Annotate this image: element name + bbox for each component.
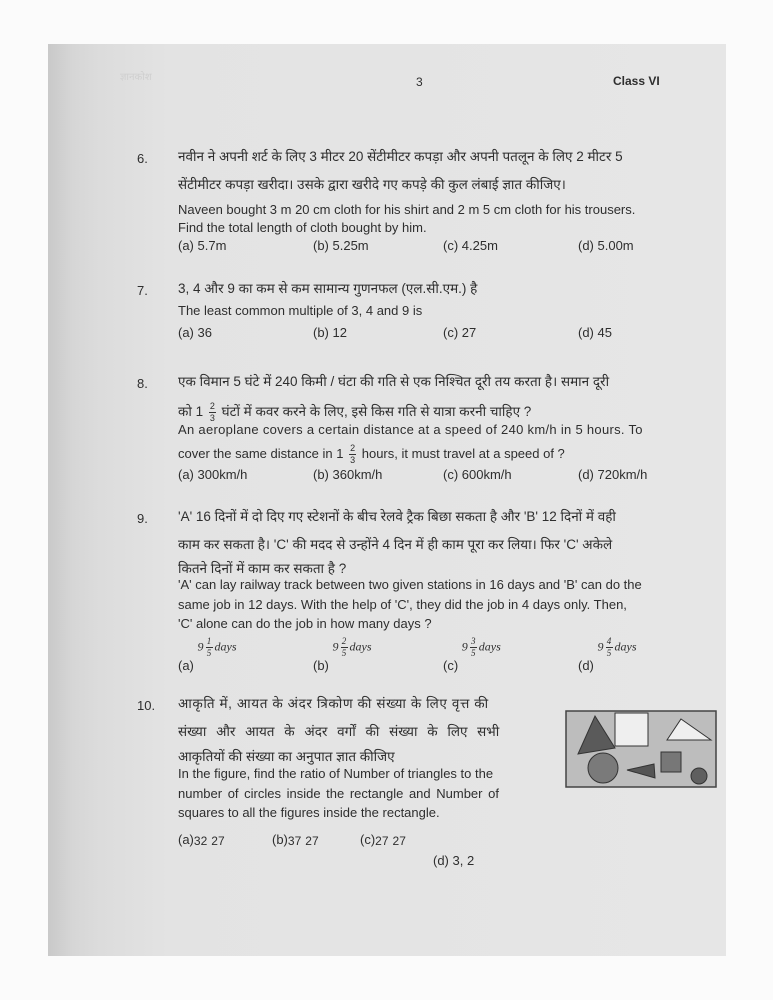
question-9-english-3: 'C' alone can do the job in how many days ? [178, 616, 432, 631]
option-d: (d) 45 [578, 325, 612, 340]
text: घंटों में कवर करने के लिए, इसे किस गति से यात्रा करनी चाहिए ? [221, 404, 532, 420]
question-8-hindi-1: एक विमान 5 घंटे में 240 किमी / घंटा की गति से एक निश्चित दूरी तय करता है। समान दूरी [178, 374, 610, 389]
option-b: (b) 5.25m [313, 238, 369, 253]
question-6-hindi-1: नवीन ने अपनी शर्ट के लिए 3 मीटर 20 सेंटीमीटर कपड़ा और अपनी पतलून के लिए 2 मीटर 5 [178, 149, 623, 164]
option-a: (a) 36 [178, 325, 212, 340]
numerator: 4 [606, 636, 612, 646]
option-b: (b) 12 [313, 325, 347, 340]
denominator: 5 [471, 648, 476, 658]
numerator: 1 [206, 636, 212, 646]
option-d: (d) 3, 2 [433, 853, 475, 868]
label: (c) [443, 658, 459, 674]
mixed-fraction [598, 637, 637, 658]
circle-shape [691, 768, 707, 784]
question-number: 7. [137, 283, 148, 298]
question-number: 10. [137, 698, 156, 713]
whole: 9 [332, 639, 339, 654]
unit: days [349, 639, 372, 654]
whole: 9 [597, 639, 604, 654]
label: (b) [272, 832, 288, 847]
question-10-hindi-3: आकृतियों की संख्या का अनुपात ज्ञात कीजिए [178, 749, 395, 764]
fraction [349, 444, 356, 465]
option-c: (c) 600km/h [443, 467, 512, 482]
mixed-fraction [462, 637, 501, 658]
numerator: 2 [341, 636, 347, 646]
question-10-hindi-2: संख्या और आयत के अंदर वर्गों की संख्या के लिए सभी [178, 724, 500, 739]
question-8-hindi-2 [178, 402, 531, 423]
denominator: 2 [200, 834, 208, 848]
denominator: 5 [206, 648, 212, 658]
faint-header-text: ज्ञानकोश [120, 72, 152, 83]
option-a: (a) 300km/h [178, 467, 248, 482]
option-b [313, 636, 372, 674]
square-shape [615, 713, 648, 746]
question-10-english-1: In the figure, find the ratio of Number of triangles to the [178, 766, 494, 781]
numerator: 3 [287, 834, 295, 848]
unit: days [614, 639, 637, 654]
question-10-english-2: number of circles inside the rectangle and Number of [178, 786, 499, 801]
option-a [178, 832, 229, 847]
numerator: 2 [375, 834, 382, 848]
denominator: 7 [399, 834, 406, 848]
unit: days [478, 639, 501, 654]
option-c [360, 832, 410, 847]
text: को 1 [178, 404, 204, 420]
denominator: 3 [209, 413, 215, 423]
option-a: (a) 5.7m [178, 238, 227, 253]
question-number: 8. [137, 376, 148, 391]
option-c [443, 636, 501, 674]
question-9-english-1: 'A' can lay railway track between two given stations in 16 days and 'B' can do the [178, 577, 642, 592]
option-a [178, 636, 237, 674]
numerator: 3 [193, 834, 201, 848]
question-6-english-2: Find the total length of cloth bought by him. [178, 220, 427, 235]
label: (b) [313, 658, 329, 674]
denominator: 7 [294, 834, 302, 848]
numerator: 2 [211, 834, 218, 848]
whole: 9 [197, 639, 204, 654]
denominator: 7 [311, 834, 319, 848]
option-c: (c) 27 [443, 325, 477, 340]
mixed-fraction [333, 637, 372, 658]
denominator: 3 [350, 455, 356, 465]
mixed-fraction [198, 637, 237, 658]
question-8-english-2 [178, 444, 565, 465]
numerator: 2 [350, 443, 356, 453]
denominator: 5 [341, 648, 347, 658]
numerator: 3 [471, 636, 476, 646]
option-d: (d) 720km/h [578, 467, 648, 482]
denominator: 5 [606, 648, 612, 658]
question-10-english-3: squares to all the figures inside the rectangle. [178, 805, 440, 820]
question-7-hindi: 3, 4 और 9 का कम से कम सामान्य गुणनफल (एल.सी.एम.) है [178, 281, 478, 296]
option-b [272, 832, 323, 847]
denominator: 7 [217, 834, 225, 848]
numerator: 2 [305, 834, 312, 848]
text: cover the same distance in 1 [178, 445, 344, 461]
question-10-hindi-1: आकृति में, आयत के अंदर त्रिकोण की संख्या के लिए वृत्त की [178, 696, 489, 711]
fraction [209, 402, 216, 423]
numerator: 2 [392, 834, 400, 848]
question-6-hindi-2: सेंटीमीटर कपड़ा खरीदा। उसके द्वारा खरीदे गए कपड़े की कुल लंबाई ज्ञात कीजिए। [178, 177, 566, 192]
unit: days [214, 639, 237, 654]
question-9-hindi-3: कितने दिनों में काम कर सकता है ? [178, 561, 347, 576]
question-9-english-2: same job in 12 days. With the help of 'C', they did the job in 4 days only. Then, [178, 597, 627, 612]
shapes-figure [565, 710, 717, 788]
label: (c) [360, 832, 376, 847]
option-d [578, 636, 637, 674]
circle-shape [588, 753, 618, 783]
numerator: 2 [209, 401, 215, 411]
question-9-hindi-1: 'A' 16 दिनों में दो दिए गए स्टेशनों के बीच रेलवे ट्रैक बिछा सकता है और 'B' 12 दिनों में वही [178, 509, 616, 524]
label: (a) [178, 832, 194, 847]
question-number: 9. [137, 511, 148, 526]
question-number: 6. [137, 151, 148, 166]
class-label: Class VI [613, 74, 660, 88]
question-6-english-1: Naveen bought 3 m 20 cm cloth for his shirt and 2 m 5 cm cloth for his trousers. [178, 202, 636, 217]
text: hours, it must travel at a speed of ? [361, 445, 565, 461]
square-shape [661, 752, 681, 772]
option-b: (b) 360km/h [313, 467, 383, 482]
option-d: (d) 5.00m [578, 238, 634, 253]
option-c: (c) 4.25m [443, 238, 498, 253]
question-9-hindi-2: काम कर सकता है। 'C' की मदद से उन्होंने 4 दिन में ही काम पूरा कर लिया। फिर 'C' अकेले [178, 537, 613, 552]
whole: 9 [461, 639, 468, 654]
page-number: 3 [416, 75, 423, 89]
question-7-english: The least common multiple of 3, 4 and 9 is [178, 303, 423, 318]
denominator: 7 [381, 834, 389, 848]
label: (a) [178, 658, 194, 674]
question-8-english-1: An aeroplane covers a certain distance at a speed of 240 km/h in 5 hours. To [178, 422, 643, 437]
label: (d) [578, 658, 594, 674]
